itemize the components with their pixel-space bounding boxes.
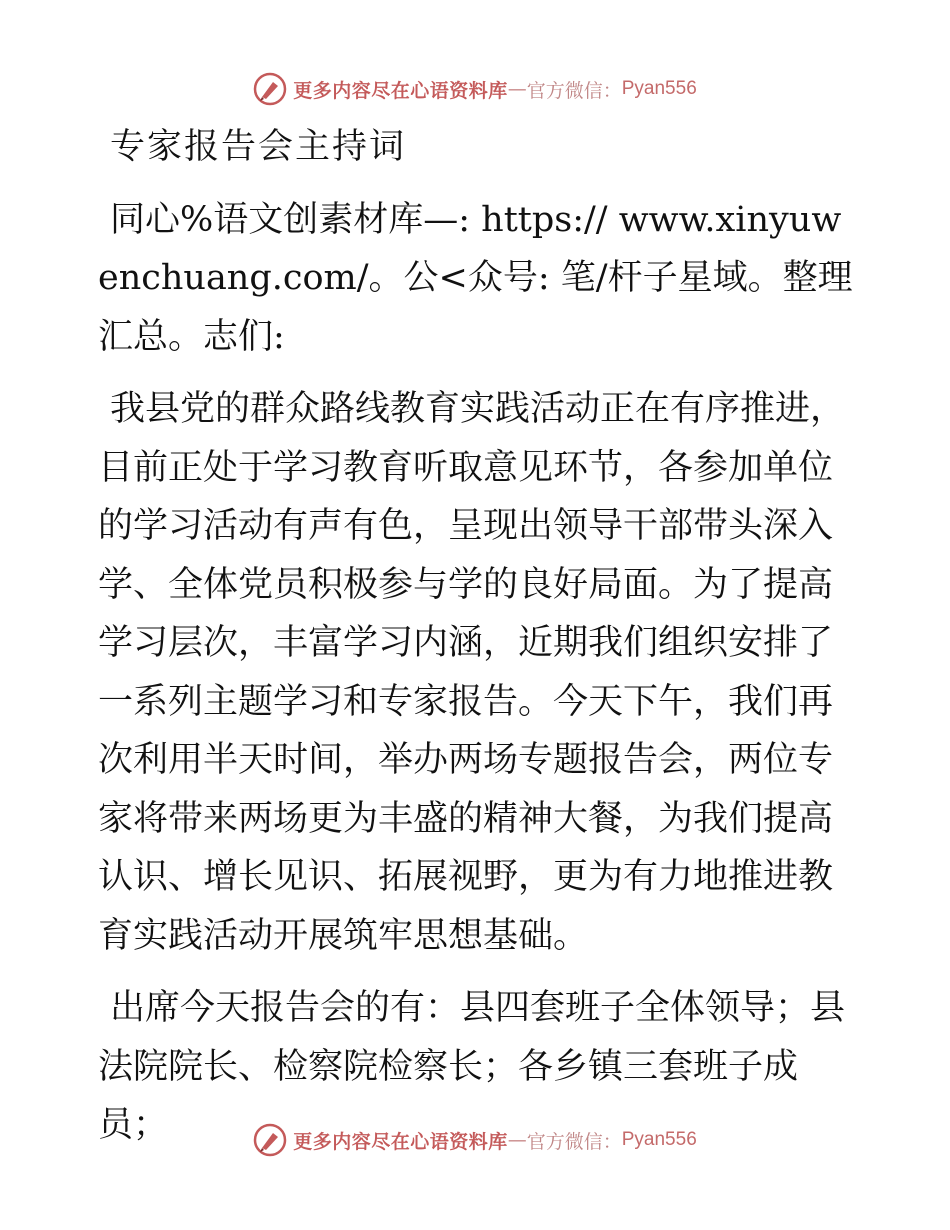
body-paragraph: 我县党的群众路线教育实践活动正在有序推进，目前正处于学习教育听取意见环节，各参加单位的学习活动有声有色，呈现出领导干部带头深入学、全体党员积极参与学的良好局面。为了提高学习层次，丰富学习内涵，近期我们组织安排了一系列主题学习和专家报告。今天下午，我们再次利用半天时间，举办两场专题报告会，两位专家将带来两场更为丰盛的精神大餐，为我们提高认识、增长见识、拓展视野，更为有力地推进教育实践活动开展筑牢思想基础。 xyxy=(98,389,846,956)
header-watermark-banner xyxy=(0,67,950,111)
footer-watermark-banner xyxy=(0,1118,950,1162)
banner-contact-label: 官方微信： xyxy=(526,1130,622,1153)
pen-nib-icon xyxy=(253,72,287,106)
pen-nib-icon xyxy=(253,1123,287,1157)
banner-brand: 更多内容尽在心语资料库 xyxy=(293,1130,508,1153)
banner-handle: Pyan556 xyxy=(621,78,697,99)
banner-separator: — xyxy=(507,1129,527,1151)
banner-separator: — xyxy=(507,78,527,100)
intro-paragraph: 同心%语文创素材库—: https:// www.xinyuwenchuang.com/。公<众号: 笔/杆子星域。整理汇总。志们: xyxy=(98,199,853,357)
banner-brand: 更多内容尽在心语资料库 xyxy=(293,79,508,102)
body-paragraph: 出席今天报告会的有：县四套班子全体领导；县法院院长、检察院检察长；各乡镇三套班子成员； xyxy=(98,988,846,1145)
banner-contact-label: 官方微信： xyxy=(526,79,622,102)
document-title: 专家报告会主持词 xyxy=(110,127,407,167)
banner-handle: Pyan556 xyxy=(621,1129,697,1150)
document-body xyxy=(98,118,858,1169)
